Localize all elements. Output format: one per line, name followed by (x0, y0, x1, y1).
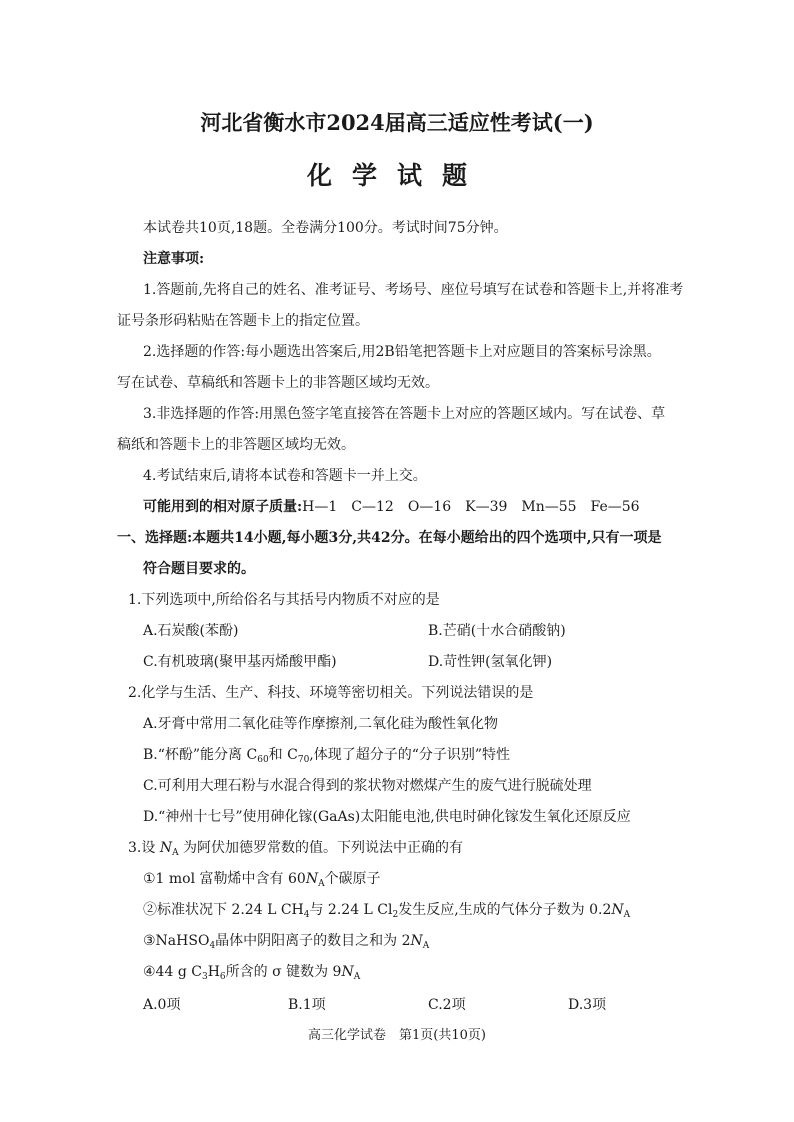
notice-item-1: 1.答题前,先将自己的姓名、准考证号、考场号、座位号填写在试卷和答题卡上,并将准考 (143, 282, 684, 298)
question-2-stem: 2.化学与生活、生产、科技、环境等密切相关。下列说法错误的是 (128, 685, 534, 701)
q3s3-sub: 4 (209, 941, 216, 951)
q3s4-pre: ④44 g C (143, 964, 202, 980)
atomic-masses (143, 497, 640, 517)
q3s3-nsub: A (422, 941, 430, 951)
notice-heading: 注意事项: (143, 251, 205, 267)
q3s1-pre: ①1 mol 富勒烯中含有 60 (143, 871, 306, 887)
q3s1-sub: A (318, 879, 325, 889)
question-3-statement-3 (143, 931, 429, 956)
q3s2-n: N (611, 902, 624, 918)
q3s4-n: N (341, 964, 354, 980)
notice-item-2-cont: 写在试卷、草稿纸和答题卡上的非答题区域均无效。 (117, 375, 439, 391)
intro-text: 本试卷共10页,18题。全卷满分100分。考试时间75分钟。 (143, 220, 508, 236)
q3s4-sub2: 6 (219, 972, 226, 982)
notice-item-3-cont: 稿纸和答题卡上的非答题区域均无效。 (117, 437, 355, 453)
q2b-text-2: 和 C (268, 747, 298, 763)
notice-item-4: 4.考试结束后,请将本试卷和答题卡一并上交。 (143, 468, 427, 484)
q3s4-post: 所含的 σ 键数为 9 (225, 964, 342, 980)
q3-n: N (159, 840, 173, 856)
question-2-option-b[interactable] (143, 745, 510, 770)
atomic-masses-label: 可能用到的相对原子质量: (143, 499, 303, 515)
question-3-statement-2 (143, 900, 630, 925)
atomic-masses-values: H—1 C—12 O—16 K—39 Mn—55 Fe—56 (302, 499, 640, 515)
question-1-option-c[interactable]: C.有机玻璃(聚甲基丙烯酸甲酯) (143, 654, 337, 670)
page-footer: 高三化学试卷 第1页(共10页) (308, 1028, 486, 1043)
question-3-option-c[interactable]: C.2项 (428, 997, 466, 1013)
q2b-text-3: ,体现了超分子的“分子识别”特性 (309, 747, 511, 763)
q3s4-sub1: 3 (201, 972, 208, 982)
question-1-option-d[interactable]: D.苛性钾(氢氧化钾) (428, 654, 553, 670)
q3s2-nsub: A (623, 910, 631, 920)
q2b-text-1: B.“杯酚”能分离 C (143, 747, 258, 763)
section-heading: 一、选择题:本题共14小题,每小题3分,共42分。在每小题给出的四个选项中,只有一项是 (117, 530, 662, 546)
question-2-option-c[interactable]: C.可利用大理石粉与水混合得到的浆状物对燃煤产生的废气进行脱硫处理 (143, 778, 592, 794)
q3s2-post: 发生反应,生成的气体分子数为 0.2 (398, 902, 612, 918)
subject-title: 化学试题 (306, 161, 487, 190)
q3s2-sub2: 2 (392, 910, 399, 920)
question-3-statement-4 (143, 962, 360, 987)
q3s1-post: 个碳原子 (324, 871, 381, 887)
q2b-sub-70: 70 (297, 755, 310, 765)
question-3-stem (128, 838, 463, 863)
q3s4-nsub: A (353, 972, 361, 982)
exam-title: 河北省衡水市2024届高三适应性考试(一) (200, 110, 594, 135)
q3s2-sub1: 4 (303, 910, 310, 920)
notice-item-3: 3.非选择题的作答:用黑色签字笔直接答在答题卡上对应的答题区域内。写在试卷、草 (143, 406, 666, 422)
q3s2-pre: ②标准状况下 2.24 L CH (143, 902, 304, 918)
notice-item-2: 2.选择题的作答:每小题选出答案后,用2B铅笔把答题卡上对应题目的答案标号涂黑。 (143, 344, 661, 360)
question-1-stem: 1.下列选项中,所给俗名与其括号内物质不对应的是 (128, 592, 440, 608)
q3-stem-post: 为阿伏加德罗常数的值。下列说法中正确的有 (178, 840, 464, 856)
question-1-option-b[interactable]: B.芒硝(十水合硝酸钠) (428, 623, 566, 639)
question-2-option-a[interactable]: A.牙膏中常用二氧化硅等作摩擦剂,二氧化硅为酸性氧化物 (143, 716, 499, 732)
question-3-option-d[interactable]: D.3项 (568, 997, 607, 1013)
q3-stem-pre: 3.设 (128, 840, 160, 856)
question-3-option-a[interactable]: A.0项 (143, 997, 181, 1013)
q2b-sub-60: 60 (257, 755, 269, 765)
question-1-option-a[interactable]: A.石炭酸(苯酚) (143, 623, 239, 639)
q3s1-n: N (305, 871, 319, 887)
q3s2-mid: 与 2.24 L Cl (309, 902, 393, 918)
notice-item-1-cont: 证号条形码粘贴在答题卡上的指定位置。 (117, 313, 369, 329)
q3s4-mid: H (207, 964, 220, 980)
question-3-statement-1 (143, 869, 381, 894)
q3s3-post: 晶体中阴阳离子的数目之和为 2 (215, 933, 411, 949)
section-heading-cont: 符合题目要求的。 (143, 561, 255, 577)
q3s3-n: N (410, 933, 423, 949)
q3-n-sub: A (172, 848, 179, 858)
question-3-option-b[interactable]: B.1项 (288, 997, 326, 1013)
q3s3-pre: ③NaHSO (143, 933, 210, 949)
question-2-option-d[interactable]: D.“神州十七号”使用砷化镓(GaAs)太阳能电池,供电时砷化镓发生氧化还原反应 (143, 809, 631, 825)
